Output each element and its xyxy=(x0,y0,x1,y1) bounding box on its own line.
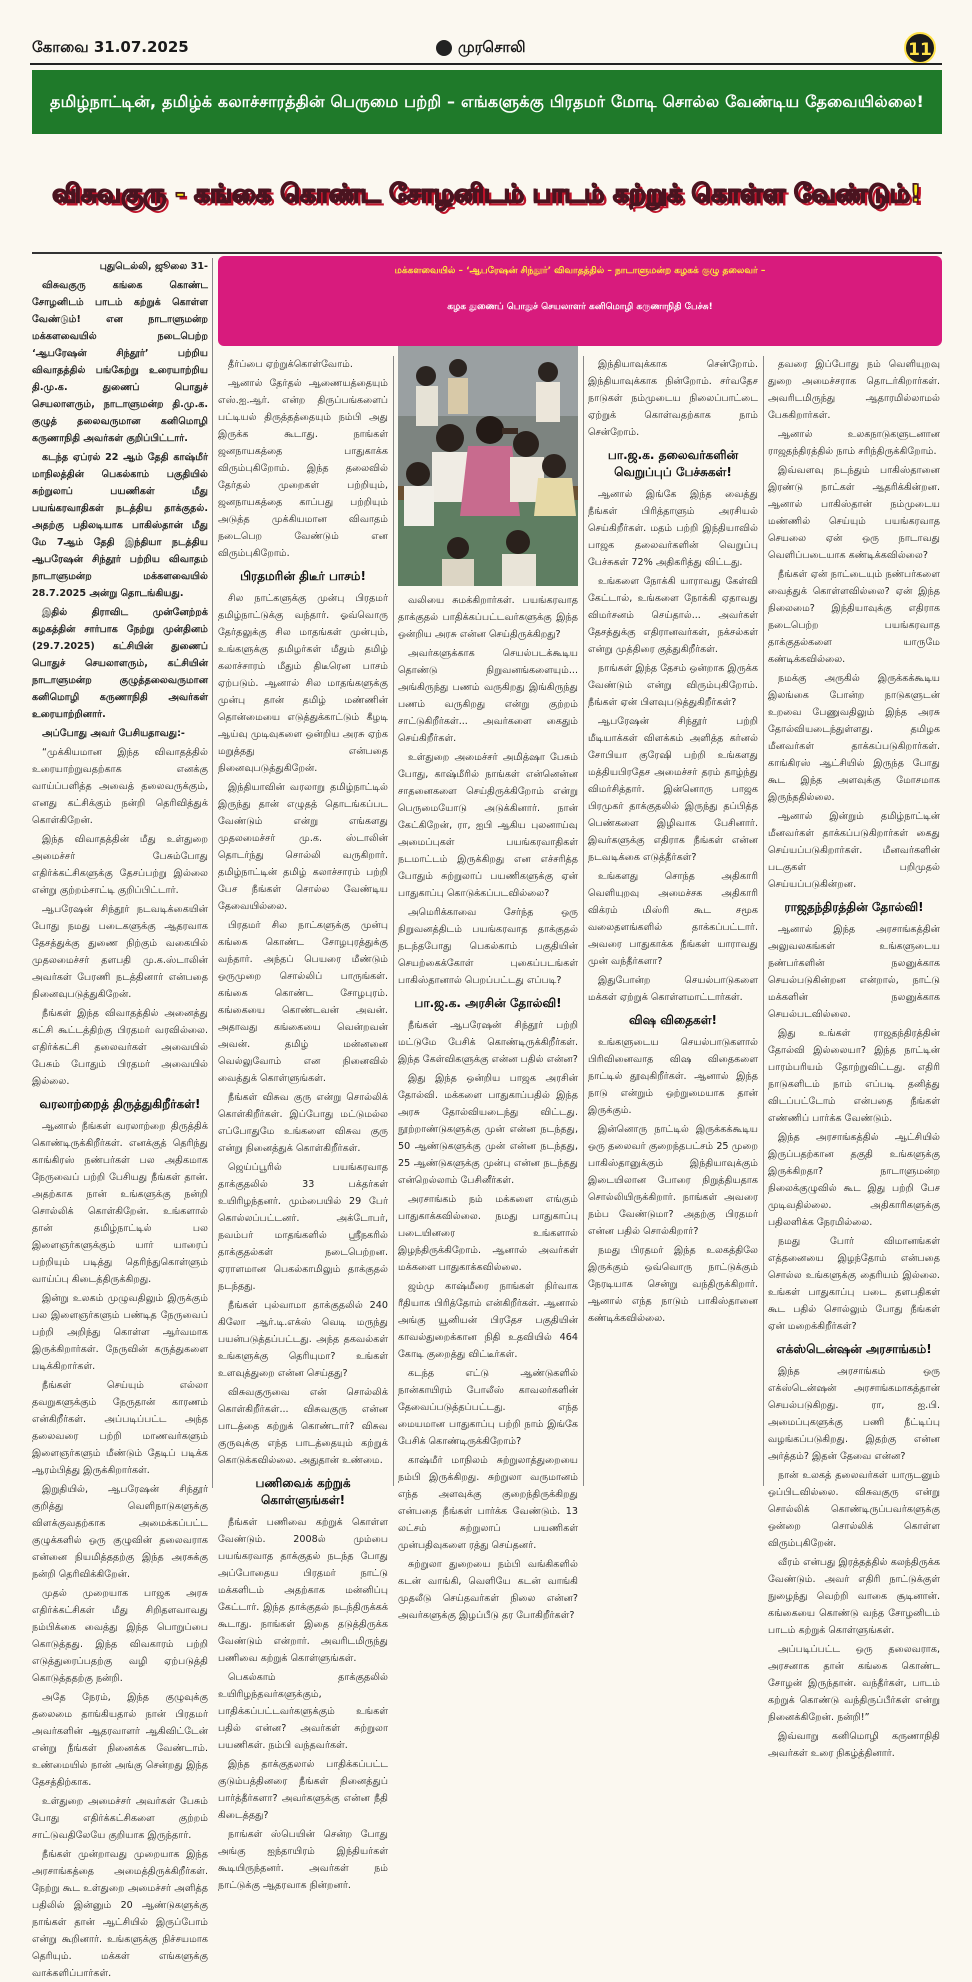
paragraph: இவ்வாறு கனிமொழி கருணாநிதி அவர்கள் உரை நிகழ்த்தினார். xyxy=(768,1731,940,1759)
paragraph: முதல் முறையாக பாஜக அரசு எதிர்க்கட்சிகள் மீது சிறிதளவாவது நம்பிக்கை வைத்து இந்த பொறுப்பை கொடுத்தது. இந்த விவகாரம் பற்றி எடுத்துரைப்பதற்கு வழி ஏற்படுத்தி கொடுத்ததற்கு நன்றி. xyxy=(32,1588,208,1684)
paragraph: இந்த தாக்குதலால் பாதிக்கப்பட்ட குடும்பத்தினரை நீங்கள் நினைத்துப் பார்த்தீர்களா? அவர்களுக்கு என்ன நீதி கிடைத்தது? xyxy=(218,1759,388,1821)
paragraph: நமக்கு அருகில் இருக்கக்கூடிய இலங்கை போன்ற நாடுகளுடன் உறவை பேணுவதிலும் இந்த அரசு தோல்வியடைந்துள்ளது. தமிழக மீனவர்கள் தாக்கப்படுகிறார்கள். காங்கிரஸ் ஆட்சியில் இருந்த போது கூட இந்த அளவுக்கு மோசமாக இருந்ததில்லை. xyxy=(768,673,940,803)
paragraph: ஆனால் இங்கே இந்த வைத்து நீங்கள் பிரித்தாளும் அரசியல் செய்கிறீர்கள். மதம் பற்றி இந்தியாவில் பாஜக தலைவர்களின் வெறுப்பு பேச்சுகள் 72% அதிகரித்து விட்டது. xyxy=(588,489,758,568)
paragraph: “முக்கியமான இந்த விவாதத்தில் உரையாற்றுவதற்காக எனக்கு வாய்ப்பளித்த அவைத் தலைவருக்கும், எனது கட்சிக்கும் நன்றி தெரிவித்துக் கொள்கிறேன். xyxy=(32,747,208,826)
paragraph: நீங்கள் புல்வாமா தாக்குதலில் 240 கிலோ ஆர்.டி.எக்ஸ் வெடி மருந்து பயன்படுத்தப்பட்டது. அந்த தகவல்கள் உங்களுக்கு தெரியுமா? உங்கள் உளவுத்துறை என்ன செய்தது? xyxy=(218,1300,388,1379)
subhead-box xyxy=(218,256,942,346)
paragraph: இந்தியாவுக்காக சென்றோம். இந்தியாவுக்காக நின்றோம். சர்வதேச நாடுகள் நம்முடைய நிலைப்பாட்டை ஏற்றுக் கொள்வதற்காக நாம் சென்றோம். xyxy=(588,359,758,438)
paragraph: நான் உலகத் தலைவர்கள் யாருடனும் ஒப்பிடவில்லை. விசுவகுரு என்று சொல்லிக் கொண்டிருப்பவர்களுக்கு ஒன்றை சொல்லிக் கொள்ள விரும்புகிறேன். xyxy=(768,1470,940,1549)
paragraph: அரசாங்கம் நம் மக்களை எங்கும் பாதுகாக்கவில்லை. நமது பாதுகாப்பு படையினரை உங்களால் இழந்திருக்கிறோம். ஆனால் அவர்கள் மக்களை பாதுகாக்கவில்லை. xyxy=(398,1194,578,1273)
article-column-2 xyxy=(218,356,388,1891)
paragraph: நாங்கள் ஸ்பெயின் சென்ற போது அங்கு ஐந்தாயிரம் இந்தியர்கள் கூடியிருந்தனர். அவர்கள் நம் நாட்டுக்கு ஆதரவாக நின்றனர். xyxy=(218,1829,388,1891)
paragraph: இன்னொரு நாட்டில் இருக்கக்கூடிய ஒரு தலைவர் குறைந்தபட்சம் 25 முறை பாகிஸ்தானுக்கும் இந்தியாவுக்கும் இடையிலான போரை நிறுத்தியதாக சொல்லியிருக்கிறார். நாங்கள் அவரை நம்ப வேண்டுமா? அதற்கு பிரதமர் என்ன பதில் சொல்கிறார்? xyxy=(588,1124,758,1237)
paragraph: இது உங்கள் ராஜதந்திரத்தின் தோல்வி இல்லையா? இந்த நாட்டின் பாரம்பரியம் தோற்றுவிட்டது. எதிரி நாடுகளிடம் நாம் எப்படி தனித்து விடப்பட்டோம் என்பதை நீங்கள் எண்ணிப் பார்க்க வேண்டும். xyxy=(768,1028,940,1124)
paragraph: ஆபரேஷன் சிந்தூர் பற்றி மீடியாக்கள் விளக்கம் அளித்த கர்னல் சோபியா குரேஷி பற்றி உங்களது மத்தியபிரதேச அமைச்சர் தரம் தாழ்ந்து விமர்சித்தார். இன்னொரு பாஜக பிரமுகர் தாக்குதலில் இருந்து தப்பித்த பெண்களை இழிவாக பேசினார். இவர்களுக்கு எதிராக நீங்கள் என்ன நடவடிக்கை எடுத்தீர்கள்? xyxy=(588,716,758,863)
paragraph: உள்துறை அமைச்சர் அவர்கள் பேசும் போது எதிர்க்கட்சிகளை குற்றம் சாட்டுவதிலேயே குறியாக இருந்தார். xyxy=(32,1796,208,1841)
paragraph: இது இந்த ஒன்றிய பாஜக அரசின் தோல்வி. மக்களை பாதுகாப்பதில் இந்த அரசு தோல்வியடைந்து விட்டது. நூற்றாண்டுகளுக்கு முன் என்ன நடந்தது, 50 ஆண்டுகளுக்கு முன் என்ன நடந்தது, 25 ஆண்டுகளுக்கு முன்பு என்ன நடந்தது என்றெல்லாம் பேசினீர்கள். xyxy=(398,1073,578,1186)
paragraph: காஷ்மீர் மாநிலம் சுற்றுலாத்துறையை நம்பி இருக்கிறது. சுற்றுலா வருமானம் எந்த அளவுக்கு குறைந்திருக்கிறது என்பதை நீங்கள் பார்க்க வேண்டும். 13 லட்சம் சுற்றுலாப் பயணிகள் முன்பதிவுகளை ரத்து செய்தனர். xyxy=(398,1455,578,1551)
paragraph: தவரை இப்போது நம் வெளியுறவு துறை அமைச்சராக தொடர்கிறார்கள். அவரிடமிருந்து ஆதாரமில்லாமல் பேசுகிறார்கள். xyxy=(768,359,940,421)
paragraph: நீங்கள் முன்றாவது முறையாக இந்த அரசாங்கத்தை அமைத்திருக்கிறீர்கள். நேற்று கூட உள்துறை அமைச்சர் அளித்த பதிலில் இன்னும் 20 ஆண்டுகளுக்கு நாங்கள் தான் ஆட்சியில் இருப்போம் என்று கூறினார். உங்களுக்கு நிச்சயமாக தெரியும். மக்கள் எங்களுக்கு வாக்களிப்பார்கள். xyxy=(32,1849,208,1979)
parliament-photo-image xyxy=(398,346,578,586)
city-date: கோவை 31.07.2025 xyxy=(32,38,189,56)
paragraph: இந்த அரசாங்கத்தில் ஆட்சியில் இருப்பதற்கான தகுதி உங்களுக்கு இருக்கிறதா? நாடாளுமன்ற நிலைக்குழுவில் கூட இது பற்றி பேச முடிவதில்லை. அதிகாரிகளுக்கு பதிலளிக்க நேரமில்லை. xyxy=(768,1132,940,1228)
column-rule xyxy=(763,356,764,1486)
paragraph: இதுபோன்ற செயல்பாடுகளை மக்கள் ஏற்றுக் கொள்ளமாட்டார்கள். xyxy=(588,975,758,1003)
paper-name xyxy=(436,38,526,58)
paragraph: நீங்கள் செய்யும் எல்லா தவறுகளுக்கும் நேருதான் காரணம் என்கிறீர்கள். அப்படிப்பட்ட அந்த தலைவரை பற்றி மாணவர்களும் இளைஞர்களும் மீண்டும் தேடிப் படிக்க ஆரம்பித்து இருக்கிறார்கள். xyxy=(32,1380,208,1476)
section-heading: எக்ஸ்டென்ஷன் அரசாங்கம்! xyxy=(776,1342,932,1356)
paragraph: நீங்கள் பணிவை கற்றுக் கொள்ள வேண்டும். 2008ல் மும்பை பயங்கரவாத தாக்குதல் நடந்த போது அப்போதைய பிரதமர் நாட்டு மக்களிடம் அதற்காக மன்னிப்பு கேட்டார். இந்த தாக்குதல் நடந்திருக்கக் கூடாது. நாங்கள் இதை தடுத்திருக்க வேண்டும் என்றார். அவரிடமிருந்து பணிவை கற்றுக் கொள்ளுங்கள். xyxy=(218,1517,388,1664)
paragraph: இந்த அரசாங்கம் ஒரு எக்ஸ்டென்ஷன் அரசாங்கமாகத்தான் செயல்படுகிறது. ரா, ஐ.பி. அமைப்புகளுக்கு பணி நீட்டிப்பு வழங்கப்படுகிறது. இதற்கு என்ன அர்த்தம்? இதன் தேவை என்ன? xyxy=(768,1366,940,1462)
paragraph: அமெரிக்காவை சேர்ந்த ஒரு நிறுவனத்திடம் பயங்கரவாத தாக்குதல் நடந்தபோது பெகல்காம் பகுதியின் செயற்கைக்கோள் புகைப்படங்கள் பாகிஸ்தானால் பெறப்பட்டது எப்படி? xyxy=(398,907,578,986)
section-heading: பணிவைக் கற்றுக் கொள்ளுங்கள்! xyxy=(255,1476,351,1507)
subhead-line2: கழக துணைப் பொதுச் செயலாளர் கனிமொழி கருணாநிதி பேச்சு! xyxy=(447,302,713,312)
paragraph: உங்களது சொந்த அதிகாரி வெளியுறவு அமைச்சக அதிகாரி விக்ரம் மிஸ்ரி கூட சமூக வலைதளங்களில் தாக்கப்பட்டார். அவரை பாதுகாக்க நீங்கள் யாராவது முன் வந்தீர்களா? xyxy=(588,871,758,967)
paragraph: இவ்வளவு நடந்தும் பாகிஸ்தானை இரண்டு நாட்கள் ஆதரிக்கின்றன. ஆனால் பாகிஸ்தான் நம்முடைய மண்ணில் செய்யும் பயங்கரவாத செயலை ஏன் ஒரு நாடாவது வெளிப்படையாக கண்டிக்கவில்லை? xyxy=(768,465,940,561)
paragraph: ஜம்மு காஷ்மீரை நாங்கள் நிர்வாக ரீதியாக பிரித்தோம் என்கிறீர்கள். ஆனால் அங்கு யூனியன் பிரதேச பகுதியின் காவல்துறைக்கான நிதி உதவியில் 464 கோடி குறைத்து விட்டீர்கள். xyxy=(398,1281,578,1360)
paragraph: ஆனால் உலகநாடுகளுடனான ராஜதந்திரத்தில் நாம் சரிந்திருக்கிறோம். xyxy=(768,429,940,457)
headline-text: விசுவகுரு - கங்கை கொண்ட சோழனிடம் பாடம் கற்றுக் கொள்ள வேண்டும்! xyxy=(52,178,922,208)
headline-divider xyxy=(32,252,942,254)
dateline: புதுடெல்லி, ஜூலை 31- xyxy=(99,261,208,272)
paragraph: கடந்த எட்டு ஆண்டுகளில் நான்காயிரம் போலீஸ் காவலர்களின் தேவைப்படுத்தப்பட்டது. எந்த மையமான பாதுகாப்பு பற்றி நாம் இங்கே பேசிக் கொண்டிருக்கிறோம்? xyxy=(398,1368,578,1447)
paper-name-text: முரசொலி xyxy=(458,38,526,56)
headline xyxy=(32,140,942,250)
column-rule xyxy=(393,356,394,1486)
paragraph: பெகல்காம் தாக்குதலில் உயிரிழந்தவர்களுக்கும், பாதிக்கப்பட்டவர்களுக்கும் உங்கள் பதில் என்ன? அவர்கள் சுற்றுலா பயணிகள். நம்பி வந்தவர்கள். xyxy=(218,1672,388,1751)
paragraph: அப்போது அவர் பேசியதாவது:- xyxy=(42,728,185,739)
masthead xyxy=(0,0,972,62)
paragraph: ஆனால் இந்த அரசாங்கத்தின் அலுவலகங்கள் உங்களுடைய நண்பர்களின் நலனுக்காக செயல்படுகின்றன என்றால், நாட்டு மக்களின் நலனுக்காக செயல்படவில்லை. xyxy=(768,924,940,1020)
paragraph: தீர்ப்பை ஏற்றுக்கொள்வோம். xyxy=(228,359,353,370)
paragraph: இறுதியில், ஆபரேஷன் சிந்தூர் குறித்து வெளிநாடுகளுக்கு விளக்குவதற்காக அமைக்கப்பட்ட குழுக்களில் ஒரு குழுவின் தலைவராக என்னை நியமித்ததற்கு இந்த அரசுக்கு நன்றி தெரிவிக்கிறேன். xyxy=(32,1484,208,1580)
paragraph: சுற்றுலா துறையை நம்பி வங்கிகளில் கடன் வாங்கி, வெளியே கடன் வாங்கி முதலீடு செய்தவர்கள் நிலை என்ன? அவர்களுக்கு இழப்பீடு தர போகிறீர்கள்? xyxy=(398,1559,578,1621)
paragraph: வீரம் என்பது இரத்தத்தில் கலந்திருக்க வேண்டும். அவர் எதிரி நாட்டுக்குள் நுழைந்து வெற்றி வாகை சூடினான். கங்கையை கொண்டு வந்த சோழனிடம் பாடம் கற்றுக் கொள்ளுங்கள். xyxy=(768,1557,940,1636)
section-heading: ராஜதந்திரத்தின் தோல்வி! xyxy=(784,900,924,914)
paragraph: நீங்கள் விசுவ குரு என்று சொல்லிக் கொள்கிறீர்கள். இப்போது மட்டுமல்ல எப்போதுமே உங்களை விசுவ குரு என்று நினைத்துக் கொள்கிறீர்கள். xyxy=(218,1092,388,1154)
paragraph: இதில் திராவிட முன்னேற்றக் கழகத்தின் சார்பாக நேற்று முன்தினம் (29.7.2025) கட்சியின் துணைப் பொதுச் செயலாளரும், கட்சியின் நாடாளுமன்ற குழுத்தலைவருமான கனிமொழி கருணாநிதி அவர்கள் உரையாற்றினார். xyxy=(32,607,208,720)
paragraph: உங்களுடைய செயல்பாடுகளால் பிரிவினைவாத விஷ விதைகளை நாட்டில் தூவுகிறீர்கள். ஆனால் இந்த நாடு என்றும் ஒற்றுமையாக தான் இருக்கும். xyxy=(588,1037,758,1116)
paragraph: இந்த விவாதத்தின் மீது உள்துறை அமைச்சர் பேசும்போது எதிர்க்கட்சிகளுக்கு தேசப்பற்று இல்லை என்று குற்றம்சாட்டி குறிப்பிட்டார். xyxy=(32,834,208,896)
paragraph: விசுவகுருவை என் சொல்லிக் கொள்கிறீர்கள்... விசுவகுரு என்ன பாடத்தை கற்றுக் கொண்டார்? விசுவ குருவுக்கு எந்த பாடத்தையும் கற்றுக் கொடுக்கவில்லை. அதுதான் உண்மை. xyxy=(218,1387,388,1466)
paragraph: கடந்த ஏப்ரல் 22 ஆம் தேதி காஷ்மீர் மாநிலத்தின் பெகல்காம் பகுதியில் சுற்றுலாப் பயணிகள் மீது பயங்கரவாதிகள் நடத்திய தாக்குதல். அதற்கு பதிலடியாக பாகிஸ்தான் மீது மே 7ஆம் தேதி இந்தியா நடத்திய ஆபரேஷன் சிந்தூர் பற்றிய விவாதம் நாடாளுமன்ற மக்களவையில் 28.7.2025 அன்று தொடங்கியது. xyxy=(32,452,208,599)
paragraph: நாங்கள் இந்த தேசம் ஒன்றாக இருக்க வேண்டும் என்று விரும்புகிறோம். நீங்கள் ஏன் பிளவுபடுத்துகிறீர்கள்? xyxy=(588,663,758,708)
paper-logo-icon xyxy=(436,40,452,56)
paragraph: அப்படிப்பட்ட ஒரு தலைவராக, அரசனாக தான் கங்கை கொண்ட சோழன் இருந்தான். வந்தீர்கள், பாடம் கற்றுக் கொண்டு வந்திருப்பீர்கள் என்று நினைக்கிறேன். நன்றி!” xyxy=(768,1644,940,1723)
section-heading: பா.ஜ.க. தலைவர்களின் வெறுப்புப் பேச்சுகள்! xyxy=(607,448,739,479)
article-column-5 xyxy=(768,356,940,1759)
paragraph: நமது போர் விமானங்கள் எத்தனையை இழந்தோம் என்பதை சொல்ல உங்களுக்கு தைரியம் இல்லை. உங்கள் பாதுகாப்பு படை தளபதிகள் கூட பதில் சொல்லும் போது நீங்கள் ஏன் மறைக்கிறீர்கள்? xyxy=(768,1236,940,1332)
paragraph: இன்று உலகம் முழுவதிலும் இருக்கும் பல இளைஞர்களும் பண்டித நேருவைப் பற்றி அறிந்து கொள்ள ஆர்வமாக இருக்கிறார்கள். நேருவின் கருத்துகளை படிக்கிறார்கள். xyxy=(32,1293,208,1372)
paragraph: நமது பிரதமர் இந்த உலகத்திலே இருக்கும் ஒவ்வொரு நாட்டுக்கும் நேரடியாக சென்று வந்திருக்கிறார். ஆனால் எந்த நாடும் பாகிஸ்தானை கண்டிக்கவில்லை. xyxy=(588,1245,758,1324)
page-number: 11 xyxy=(904,32,936,64)
column-rule xyxy=(212,258,213,1488)
top-banner xyxy=(32,70,942,134)
paragraph: உள்துறை அமைச்சர் அமித்ஷா பேசும் போது, காஷ்மீரில் நாங்கள் என்னென்ன சாதனைகளை செய்திருக்கிறோம் என்று பெருமையோடு அடுக்கினார். நான் கேட்கிறேன், ரா, ஐபி ஆகிய புலனாய்வு அமைப்புகள் பயங்கரவாதிகள் நடமாட்டம் இருக்கிறது என எச்சரித்த போதும் சுற்றுலாப் பயணிகளுக்கு ஏன் பாதுகாப்பு கொடுக்கப்படவில்லை? xyxy=(398,752,578,899)
paragraph: நீங்கள் இந்த விவாதத்தில் அனைத்து கட்சி கூட்டத்திற்கு பிரதமர் வரவில்லை. எதிர்க்கட்சி தலைவர்கள் அவையில் பேசும் போதும் பிரதமர் அவையில் இல்லை. xyxy=(32,1008,208,1087)
section-heading: விஷ விதைகள்! xyxy=(628,1013,718,1027)
paragraph: அதே நேரம், இந்த குழுவுக்கு தலைமை தாங்கியதால் நான் பிரதமர் அவர்களின் ஆதரவாளர் ஆகிவிட்டேன் என்று நீங்கள் நினைக்க வேண்டாம். உண்மையில் நான் அங்கு சென்றது இந்த தேசத்திற்காக. xyxy=(32,1692,208,1788)
column-rule xyxy=(583,356,584,1486)
paragraph: ஜெய்ப்பூரில் பயங்கரவாத தாக்குதலில் 33 பக்தர்கள் உயிரிழந்தனர். மும்பையில் 29 பேர் கொல்லப்பட்டனர். அக்டோபர், நவம்பர் மாதங்களில் ஸ்ரீநகரில் தாக்குதல்கள் நடைபெற்றன. ஏராளமான பெகல்காமிலும் தாக்குதல் நடந்தது. xyxy=(218,1162,388,1292)
paragraph: ஆபரேஷன் சிந்தூர் நடவடிக்கையின் போது நமது படைகளுக்கு ஆதரவாக தேசத்துக்கு துணை நிற்கும் வகையில் முதலமைச்சர் தளபதி மு.க.ஸ்டாலின் அவர்கள் பேரணி நடத்தினார் என்பதை நினைவுபடுத்துகிறேன். xyxy=(32,904,208,1000)
section-heading: பிரதமரின் திடீர் பாசம்! xyxy=(240,569,366,583)
paragraph: நீங்கள் ஏன் நாட்டையும் நண்பர்களை வைத்துக் கொள்ளவில்லை? ஏன் இந்த நிலைமை? இந்தியாவுக்கு எதிராக நடைபெற்ற பயங்கரவாத தாக்குதல்களை யாருமே கண்டிக்கவில்லை. xyxy=(768,569,940,665)
top-banner-text: தமிழ்நாட்டின், தமிழ்க் கலாச்சாரத்தின் பெருமை பற்றி – எங்களுக்கு பிரதமர் மோடி சொல்ல வேண்டிய தேவையில்லை! xyxy=(49,91,925,111)
paragraph: ஆனால் நீங்கள் வரலாற்றை திருத்திக் கொண்டிருக்கிறீர்கள். எனக்குத் தெரிந்து காங்கிரஸ் நண்பர்கள் பல அதிகமாக நேருவைப் பற்றி பேசியது நீங்கள் தான். அதற்காக நான் உங்களுக்கு நன்றி சொல்லிக் கொள்கிறேன். உங்களால் தான் தமிழ்நாட்டில் பல இளைஞர்களுக்கும் யார் யாரைப் பற்றியும் படித்து தெரிந்துகொள்ளும் வாய்ப்பு கிடைத்திருக்கிறது. xyxy=(32,1121,208,1285)
subhead-line1: மக்களவையில் – ‘ஆபரேஷன் சிந்தூர்’ விவாதத்தில் – நாடாளுமன்ற கழகக் குழு தலைவர் – xyxy=(394,266,766,276)
article-column-4 xyxy=(588,356,758,1488)
section-heading: பா.ஜ.க. அரசின் தோல்வி! xyxy=(414,996,562,1010)
paragraph: ஆனால் தேர்தல் ஆணையத்தையும் எஸ்.ஐ.ஆர். என்ற திருப்பங்களைப் பட்டியல் திருத்தத்தையும் நம்பி அது இருக்க கூடாது. நாங்கள் ஜனநாயகத்தை பாதுகாக்க விரும்புகிறோம். இந்த தலைவில் தேர்தல் முறைகள் பற்றியும், ஜனநாயகத்தை காப்பது பற்றியும் அடுத்த முக்கியமான விவாதம் நடைபெற வேண்டும் என விரும்புகிறோம். xyxy=(218,378,388,559)
paragraph: ஆனால் இன்றும் தமிழ்நாட்டின் மீனவர்கள் தாக்கப்படுகிறார்கள் கைது செய்யப்படுகிறார்கள். மீனவர்களின் படகுகள் பறிமுதல் செய்யப்படுகின்றன. xyxy=(768,811,940,890)
paragraph: இந்தியாவின் வரலாறு தமிழ்நாட்டில் இருந்து தான் எழுதத் தொடங்கப்பட வேண்டும் என்று எங்களது முதலமைச்சர் மு.க. ஸ்டாலின் தொடர்ந்து சொல்லி வருகிறார். தமிழ்நாட்டின் தமிழ் கலாச்சாரம் பற்றி பேச நீங்கள் சொல்ல வேண்டிய தேவையில்லை. xyxy=(218,782,388,912)
masthead-rule xyxy=(30,63,942,65)
paragraph: பிரதமர் சில நாட்களுக்கு முன்பு கங்கை கொண்ட சோழபுரத்துக்கு வந்தார். அந்தப் பெயரை மீண்டும் ஒருமுறை சொல்லிப் பாருங்கள். கங்கை கொண்ட சோழபுரம். கங்கையை கொண்டவன் அவன். அதாவது கங்கையை வென்றவன் அவன். தமிழ் மன்னனை வெல்லுவோம் என நினைவில் வைத்துக் கொள்ளுங்கள். xyxy=(218,920,388,1084)
paragraph: வலியை சுமக்கிறார்கள். பயங்கரவாத தாக்குதல் பாதிக்கப்பட்டவர்களுக்கு இந்த ஒன்றிய அரசு என்ன செய்திருக்கிறது? xyxy=(398,595,578,640)
article-column-1 xyxy=(32,258,208,1979)
paragraph: உங்களை நோக்கி யாராவது கேள்வி கேட்டால், உங்களை நோக்கி ஏதாவது விமர்சனம் செய்தால்... அவர்கள் தேசத்துக்கு எதிரானவர்கள், நக்சல்கள் என்று முத்திரை குத்துகிறீர்கள். xyxy=(588,576,758,655)
parliament-photo xyxy=(398,346,578,586)
paragraph: அவர்களுக்காக செயல்படக்கூடிய தொண்டு நிறுவனங்களையும்... அங்கிருந்து பணம் வருகிறது இங்கிருந்து பணம் வருகிறது என்று குற்றம் சாட்டுகிறீர்கள்... அவர்களை கைதும் செய்கிறீர்கள். xyxy=(398,648,578,744)
paragraph: சில நாட்களுக்கு முன்பு பிரதமர் தமிழ்நாட்டுக்கு வந்தார். ஓவ்வொரு தேர்தலுக்கு சில மாதங்கள் முன்பும், உங்களுக்கு தமிழர்கள் மீதும் தமிழ் கலாச்சாரம் மீதும் திடீரென பாசம் ஏற்படும். ஆனால் சில மாதங்களுக்கு முன்பு தான் தமிழ் மண்ணின் தொன்மையை எடுத்துக்காட்டும் கீழடி ஆய்வு முடிவுகளை ஒன்றிய அரசு ஏற்க மறுத்தது என்பதை நினைவுபடுத்துகிறேன். xyxy=(218,593,388,774)
article-column-3 xyxy=(398,592,578,1621)
section-heading: வரலாற்றைத் திருத்துகிறீர்கள்! xyxy=(39,1097,201,1111)
article-intro: விசுவகுரு கங்கை கொண்ட சோழனிடம் பாடம் கற்றுக் கொள்ள வேண்டும்! என நாடாளுமன்ற மக்களவையில் நடைபெற்ற ‘ஆபரேஷன் சிந்தூர்’ பற்றிய விவாதத்தில் பங்கேற்று உரையாற்றிய தி.மு.க. துணைப் பொதுச் செயலாளரும், நாடாளுமன்ற தி.மு.க. குழுத் தலைவருமான கனிமொழி கருணாநிதி அவர்கள் குறிப்பிட்டார். xyxy=(32,280,208,444)
paragraph: நீங்கள் ஆபரேஷன் சிந்தூர் பற்றி மட்டுமே பேசிக் கொண்டிருக்கிறீர்கள். இந்த கேள்விகளுக்கு என்ன பதில் என்ன? xyxy=(398,1020,578,1065)
